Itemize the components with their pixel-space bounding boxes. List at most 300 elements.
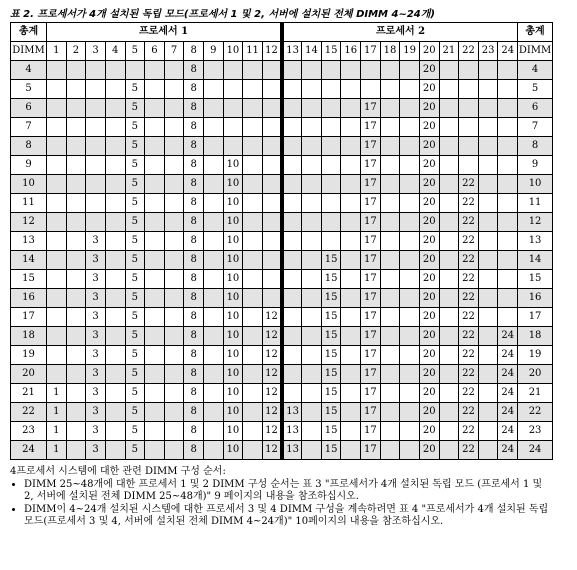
table-row <box>11 403 553 422</box>
slot-cell <box>223 99 243 118</box>
slot-cell <box>439 137 459 156</box>
slot-cell: 1 <box>47 384 67 403</box>
slot-cell <box>321 232 341 251</box>
slot-cell <box>105 384 125 403</box>
slot-cell <box>478 308 498 327</box>
slot-header: 11 <box>243 42 263 61</box>
slot-cell <box>341 232 361 251</box>
row-total-right: 7 <box>518 118 553 137</box>
slot-cell <box>262 175 282 194</box>
slot-cell: 15 <box>321 346 341 365</box>
slot-cell <box>459 118 479 137</box>
slot-cell: 17 <box>361 365 381 384</box>
table-caption: 표 2. 프로세서가 4개 설치된 독립 모드(프로세서 1 및 2, 서버에 설치된 전체 DIMM 4~24개) <box>10 9 435 20</box>
slot-cell <box>282 365 302 384</box>
slot-cell <box>400 232 420 251</box>
slot-header: 6 <box>145 42 165 61</box>
header-processor-1: 프로세서 1 <box>47 23 283 42</box>
slot-header: 4 <box>105 42 125 61</box>
slot-cell <box>400 99 420 118</box>
slot-cell <box>439 194 459 213</box>
slot-cell: 1 <box>47 403 67 422</box>
slot-cell <box>341 327 361 346</box>
slot-cell <box>341 156 361 175</box>
slot-cell <box>282 213 302 232</box>
slot-cell <box>145 156 165 175</box>
slot-cell: 13 <box>282 403 302 422</box>
table-row <box>11 194 553 213</box>
slot-cell: 15 <box>321 289 341 308</box>
slot-cell <box>341 308 361 327</box>
slot-cell <box>243 365 263 384</box>
row-total-right: 20 <box>518 365 553 384</box>
slot-cell: 17 <box>361 251 381 270</box>
slot-cell <box>439 289 459 308</box>
slot-cell <box>204 441 224 460</box>
slot-cell <box>204 251 224 270</box>
slot-cell <box>145 251 165 270</box>
slot-cell <box>302 80 322 99</box>
slot-cell: 10 <box>223 422 243 441</box>
slot-cell <box>164 251 184 270</box>
slot-cell <box>380 365 400 384</box>
slot-cell <box>204 346 224 365</box>
slot-cell: 20 <box>419 118 439 137</box>
slot-cell: 22 <box>459 289 479 308</box>
slot-cell <box>145 80 165 99</box>
slot-cell <box>164 232 184 251</box>
table-header-row <box>11 23 553 42</box>
row-total-left: 5 <box>11 80 47 99</box>
slot-cell <box>380 118 400 137</box>
row-total-right: 16 <box>518 289 553 308</box>
row-total-right: 22 <box>518 403 553 422</box>
slot-cell <box>439 403 459 422</box>
slot-cell <box>145 118 165 137</box>
table-row <box>11 308 553 327</box>
slot-cell: 10 <box>223 213 243 232</box>
slot-cell: 10 <box>223 365 243 384</box>
slot-cell <box>204 194 224 213</box>
slot-cell <box>66 346 86 365</box>
slot-cell: 22 <box>459 194 479 213</box>
slot-cell <box>302 137 322 156</box>
slot-cell: 8 <box>184 270 204 289</box>
table-row <box>11 422 553 441</box>
note-item: • DIMM이 4~24개 설치된 시스템에 대한 프로세서 3 및 4 DIMM 구성을 계속하려면 표 4 "프로세서가 4개 설치된 독립 모드(프로세서 3 및 4, 서버에 설치된 전체 DIMM 4~24개)" 10페이지의 내용을 참조하십시오. <box>24 504 550 529</box>
slot-cell <box>302 175 322 194</box>
slot-cell: 17 <box>361 194 381 213</box>
slot-cell <box>145 365 165 384</box>
slot-cell <box>66 80 86 99</box>
slot-cell <box>321 99 341 118</box>
header-total-left: 총계 <box>11 23 47 42</box>
slot-cell <box>439 384 459 403</box>
slot-cell <box>86 80 106 99</box>
slot-cell: 5 <box>125 118 145 137</box>
slot-cell <box>439 441 459 460</box>
slot-cell: 22 <box>459 251 479 270</box>
slot-cell <box>498 194 518 213</box>
slot-cell <box>400 422 420 441</box>
slot-cell <box>47 118 67 137</box>
slot-cell <box>302 118 322 137</box>
slot-cell <box>204 422 224 441</box>
row-total-left: 17 <box>11 308 47 327</box>
slot-cell <box>204 99 224 118</box>
slot-cell: 5 <box>125 175 145 194</box>
slot-cell: 10 <box>223 156 243 175</box>
slot-cell <box>321 156 341 175</box>
slot-cell <box>105 194 125 213</box>
slot-cell: 10 <box>223 384 243 403</box>
slot-cell <box>400 175 420 194</box>
slot-cell <box>380 213 400 232</box>
slot-cell <box>66 175 86 194</box>
slot-cell <box>302 270 322 289</box>
table-row <box>11 384 553 403</box>
slot-header: 12 <box>262 42 282 61</box>
slot-cell <box>86 175 106 194</box>
slot-header: 1 <box>47 42 67 61</box>
slot-cell <box>243 346 263 365</box>
slot-cell <box>302 194 322 213</box>
slot-cell: 12 <box>262 384 282 403</box>
slot-cell <box>243 403 263 422</box>
row-total-left: 10 <box>11 175 47 194</box>
slot-cell <box>164 327 184 346</box>
slot-cell: 8 <box>184 251 204 270</box>
row-total-right: 10 <box>518 175 553 194</box>
slot-cell <box>302 441 322 460</box>
slot-cell: 10 <box>223 270 243 289</box>
slot-cell <box>380 99 400 118</box>
slot-cell <box>66 441 86 460</box>
slot-cell: 20 <box>419 80 439 99</box>
slot-cell <box>321 118 341 137</box>
slot-cell <box>439 118 459 137</box>
slot-cell <box>262 156 282 175</box>
slot-cell <box>498 289 518 308</box>
row-total-right: 11 <box>518 194 553 213</box>
slot-cell: 10 <box>223 327 243 346</box>
slot-cell <box>66 137 86 156</box>
slot-cell <box>341 194 361 213</box>
slot-cell <box>341 61 361 80</box>
slot-cell <box>361 80 381 99</box>
slot-cell: 24 <box>498 346 518 365</box>
slot-cell: 3 <box>86 289 106 308</box>
slot-cell <box>282 384 302 403</box>
slot-cell: 10 <box>223 251 243 270</box>
slot-cell: 5 <box>125 365 145 384</box>
slot-cell: 20 <box>419 194 439 213</box>
slot-cell: 8 <box>184 213 204 232</box>
slot-cell: 17 <box>361 422 381 441</box>
slot-cell <box>164 118 184 137</box>
slot-cell: 17 <box>361 270 381 289</box>
slot-cell <box>341 99 361 118</box>
slot-cell <box>243 384 263 403</box>
slot-cell <box>478 137 498 156</box>
slot-cell <box>105 365 125 384</box>
slot-cell <box>341 213 361 232</box>
slot-cell: 22 <box>459 422 479 441</box>
slot-cell <box>204 365 224 384</box>
slot-cell <box>341 137 361 156</box>
slot-cell <box>439 213 459 232</box>
slot-cell: 8 <box>184 61 204 80</box>
slot-cell: 12 <box>262 403 282 422</box>
slot-cell: 10 <box>223 308 243 327</box>
slot-cell <box>380 308 400 327</box>
slot-cell: 15 <box>321 327 341 346</box>
slot-cell <box>223 80 243 99</box>
slot-cell <box>341 441 361 460</box>
slot-cell <box>380 80 400 99</box>
slot-cell: 8 <box>184 289 204 308</box>
slot-cell <box>439 99 459 118</box>
table-row <box>11 251 553 270</box>
slot-cell <box>439 365 459 384</box>
slot-cell: 24 <box>498 441 518 460</box>
slot-cell: 5 <box>125 156 145 175</box>
row-total-right: 18 <box>518 327 553 346</box>
row-total-left: 22 <box>11 403 47 422</box>
slot-cell <box>361 61 381 80</box>
slot-cell: 3 <box>86 270 106 289</box>
row-total-right: 21 <box>518 384 553 403</box>
row-total-left: 6 <box>11 99 47 118</box>
slot-cell <box>105 308 125 327</box>
slot-cell <box>145 403 165 422</box>
slot-cell <box>164 175 184 194</box>
slot-cell: 15 <box>321 403 341 422</box>
table-row <box>11 118 553 137</box>
slot-cell: 3 <box>86 422 106 441</box>
row-total-right: 24 <box>518 441 553 460</box>
slot-cell <box>439 251 459 270</box>
slot-cell: 1 <box>47 422 67 441</box>
slot-cell <box>478 118 498 137</box>
slot-cell <box>164 289 184 308</box>
row-total-left: 9 <box>11 156 47 175</box>
slot-cell <box>66 61 86 80</box>
slot-cell <box>341 251 361 270</box>
slot-cell <box>478 213 498 232</box>
slot-cell <box>47 327 67 346</box>
slot-cell <box>302 99 322 118</box>
slot-cell: 5 <box>125 422 145 441</box>
slot-cell <box>282 61 302 80</box>
slot-cell <box>282 156 302 175</box>
slot-cell <box>262 289 282 308</box>
slot-cell <box>164 422 184 441</box>
slot-cell <box>164 213 184 232</box>
slot-cell: 20 <box>419 289 439 308</box>
slot-cell: 5 <box>125 403 145 422</box>
slot-cell <box>145 61 165 80</box>
slot-header: 20 <box>419 42 439 61</box>
row-total-right: 5 <box>518 80 553 99</box>
slot-cell <box>47 289 67 308</box>
slot-cell <box>243 422 263 441</box>
slot-cell: 8 <box>184 346 204 365</box>
slot-cell <box>302 213 322 232</box>
slot-header: 7 <box>164 42 184 61</box>
slot-cell <box>47 137 67 156</box>
slot-cell <box>439 346 459 365</box>
slot-cell <box>145 308 165 327</box>
slot-cell <box>478 194 498 213</box>
slot-cell <box>341 175 361 194</box>
slot-cell <box>282 118 302 137</box>
slot-cell <box>243 441 263 460</box>
slot-cell: 8 <box>184 194 204 213</box>
slot-cell: 3 <box>86 327 106 346</box>
slot-cell <box>47 346 67 365</box>
header-total-right: 총계 <box>518 23 553 42</box>
slot-cell <box>478 365 498 384</box>
slot-cell <box>478 80 498 99</box>
slot-cell <box>66 289 86 308</box>
slot-cell <box>400 327 420 346</box>
slot-cell: 3 <box>86 441 106 460</box>
slot-cell <box>243 99 263 118</box>
slot-cell <box>478 251 498 270</box>
slot-cell <box>478 327 498 346</box>
slot-cell: 8 <box>184 422 204 441</box>
slot-cell: 22 <box>459 346 479 365</box>
table-row <box>11 327 553 346</box>
slot-cell: 12 <box>262 365 282 384</box>
slot-cell <box>86 194 106 213</box>
slot-cell <box>66 99 86 118</box>
slot-cell: 24 <box>498 365 518 384</box>
slot-cell <box>302 308 322 327</box>
slot-cell <box>105 232 125 251</box>
slot-cell: 15 <box>321 308 341 327</box>
slot-cell <box>400 346 420 365</box>
slot-cell <box>302 365 322 384</box>
slot-cell <box>498 270 518 289</box>
slot-header: 9 <box>204 42 224 61</box>
slot-cell <box>105 251 125 270</box>
slot-cell <box>164 346 184 365</box>
slot-header: 17 <box>361 42 381 61</box>
slot-cell <box>498 213 518 232</box>
slot-cell <box>47 213 67 232</box>
slot-cell <box>243 270 263 289</box>
slot-cell <box>243 156 263 175</box>
slot-cell <box>341 422 361 441</box>
row-total-left: 23 <box>11 422 47 441</box>
slot-cell <box>478 156 498 175</box>
slot-cell: 17 <box>361 137 381 156</box>
slot-cell: 10 <box>223 346 243 365</box>
slot-cell <box>145 422 165 441</box>
slot-cell: 20 <box>419 422 439 441</box>
slot-cell <box>66 422 86 441</box>
slot-cell <box>223 137 243 156</box>
slot-cell <box>302 232 322 251</box>
slot-cell <box>243 251 263 270</box>
slot-cell: 8 <box>184 175 204 194</box>
slot-cell <box>478 346 498 365</box>
slot-cell <box>105 441 125 460</box>
slot-cell: 8 <box>184 80 204 99</box>
slot-cell <box>400 289 420 308</box>
slot-cell <box>105 270 125 289</box>
slot-cell <box>47 308 67 327</box>
slot-cell: 20 <box>419 213 439 232</box>
slot-cell <box>243 137 263 156</box>
slot-cell <box>478 232 498 251</box>
slot-cell: 5 <box>125 289 145 308</box>
slot-cell <box>282 99 302 118</box>
slot-cell <box>243 232 263 251</box>
slot-cell <box>400 118 420 137</box>
slot-cell: 17 <box>361 175 381 194</box>
slot-cell <box>380 403 400 422</box>
slot-cell <box>164 365 184 384</box>
slot-cell <box>105 175 125 194</box>
slot-cell: 20 <box>419 61 439 80</box>
slot-cell: 8 <box>184 403 204 422</box>
slot-cell <box>439 422 459 441</box>
slot-cell <box>341 365 361 384</box>
slot-cell <box>380 232 400 251</box>
slot-cell <box>47 270 67 289</box>
header-dimm-right: DIMM <box>518 42 553 61</box>
slot-cell <box>400 61 420 80</box>
slot-cell <box>47 232 67 251</box>
slot-cell <box>66 156 86 175</box>
slot-cell: 20 <box>419 365 439 384</box>
slot-cell <box>282 251 302 270</box>
slot-cell <box>341 270 361 289</box>
slot-cell <box>439 175 459 194</box>
slot-cell <box>282 194 302 213</box>
slot-cell: 15 <box>321 270 341 289</box>
row-total-right: 9 <box>518 156 553 175</box>
slot-cell <box>498 232 518 251</box>
slot-cell <box>47 251 67 270</box>
slot-cell <box>262 80 282 99</box>
slot-cell: 5 <box>125 270 145 289</box>
slot-cell <box>459 80 479 99</box>
slot-cell <box>282 137 302 156</box>
table-row <box>11 61 553 80</box>
slot-cell <box>105 137 125 156</box>
header-processor-2: 프로세서 2 <box>282 23 518 42</box>
slot-cell <box>321 80 341 99</box>
slot-cell: 20 <box>419 232 439 251</box>
slot-cell <box>439 156 459 175</box>
slot-cell: 10 <box>223 441 243 460</box>
slot-cell <box>302 327 322 346</box>
slot-cell <box>400 137 420 156</box>
row-total-left: 21 <box>11 384 47 403</box>
slot-cell <box>204 308 224 327</box>
slot-cell <box>400 156 420 175</box>
row-total-right: 12 <box>518 213 553 232</box>
row-total-left: 4 <box>11 61 47 80</box>
slot-cell <box>204 80 224 99</box>
slot-cell: 3 <box>86 251 106 270</box>
table-row <box>11 365 553 384</box>
row-total-left: 13 <box>11 232 47 251</box>
